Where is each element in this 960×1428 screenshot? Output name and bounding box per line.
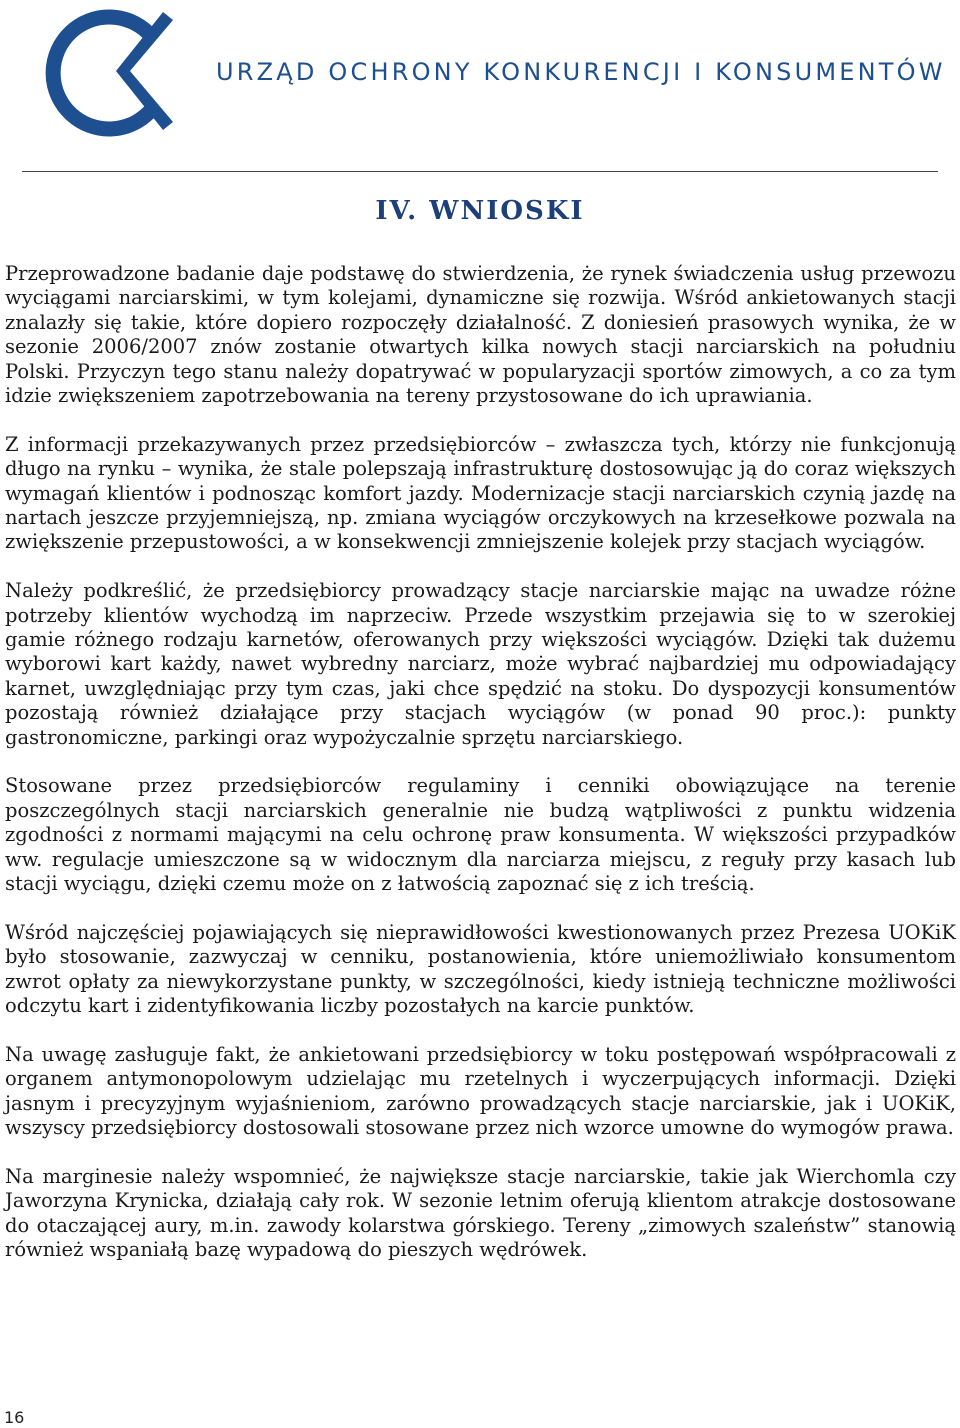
paragraph-2: Z informacji przekazywanych przez przedsiębiorców – zwłaszcza tych, którzy nie funkcjonują długo na rynku – wynika, że stale polepszają infrastrukturę dostosowując ją do coraz większych wymagań klientów i podnosząc komfort jazdy. Modernizacje stacji narciarskich czynią jazdę na nartach jeszcze przyjemniejszą, np. zmiana wyciągów orczykowych na krzesełkowe pozwala na zwiększenie przepustowości, a w konsekwencji zmniejszenie kolejek przy stacjach wyciągów. — [5, 432, 956, 554]
paragraph-5: Wśród najczęściej pojawiających się nieprawidłowości kwestionowanych przez Prezesa UOKiK było stosowanie, zazwyczaj w cenniku, postanowienia, które uniemożliwiało konsumentom zwrot opłaty za niewykorzystane punkty, w szczególności, kiedy istnieją techniczne możliwości odczytu kart i zidentyfikowania liczby pozostałych na karcie punktów. — [5, 920, 956, 1018]
section-title: IV. WNIOSKI — [375, 196, 585, 226]
page-header — [0, 0, 960, 180]
paragraph-1: Przeprowadzone badanie daje podstawę do stwierdzenia, że rynek świadczenia usług przewozu wyciągami narciarskimi, w tym kolejami, dynamiczne się rozwija. Wśród ankietowanych stacji znalazły się takie, które dopiero rozpoczęły działalność. Z doniesień prasowych wynika, że w sezonie 2006/2007 znów zostanie otwartych kilka nowych stacji narciarskich na południu Polski. Przyczyn tego stanu należy dopatrywać w popularyzacji sportów zimowych, a co za tym idzie zwiększeniem zapotrzebowania na tereny przystosowane do ich uprawiania. — [5, 262, 956, 408]
paragraph-4: Stosowane przez przedsiębiorców regulaminy i cenniki obowiązujące na terenie poszczególnych stacji narciarskich generalnie nie budzą wątpliwości z punktu widzenia zgodności z normami mającymi na celu ochronę praw konsumenta. W większości przypadków ww. regulacje umieszczone są w widocznym dla narciarza miejscu, z reguły przy kasach lub stacji wyciągu, dzięki czemu może on z łatwością zapoznać się z ich treścią. — [5, 774, 956, 896]
document-body — [5, 262, 956, 1287]
paragraph-6: Na uwagę zasługuje fakt, że ankietowani przedsiębiorcy w toku postępowań współpracowali z organem antymonopolowym udzielając mu rzetelnych i wyczerpujących informacji. Dzięki jasnym i precyzyjnym wyjaśnieniom, zarówno prowadzących stacje narciarskie, jak i UOKiK, wszyscy przedsiębiorcy dostosowali stosowane przez nich wzorce umowne do wymogów prawa. — [5, 1042, 956, 1140]
uokik-logo-icon — [40, 8, 174, 138]
paragraph-3: Należy podkreślić, że przedsiębiorcy prowadzący stacje narciarskie mając na uwadze różne potrzeby klientów wychodzą im naprzeciw. Przede wszystkim przejawia się to w szerokiej gamie różnego rodzaju karnetów, oferowanych przy większości wyciągów. Dzięki tak dużemu wyborowi kart każdy, nawet wybredny narciarz, może wybrać najbardziej mu odpowiadający karnet, uwzględniając przy tym czas, jaki chce spędzić na stoku. Do dyspozycji konsumentów pozostają również działające przy stacjach wyciągów (w ponad 90 proc.): punkty gastronomiczne, parkingi oraz wypożyczalnie sprzętu narciarskiego. — [5, 579, 956, 749]
organization-name: URZĄD OCHRONY KONKURENCJI I KONSUMENTÓW — [216, 58, 946, 86]
page-number: 16 — [4, 1408, 25, 1427]
paragraph-7: Na marginesie należy wspomnieć, że największe stacje narciarskie, takie jak Wierchomla czy Jaworzyna Krynicka, działają cały rok. W sezonie letnim oferują klientom atrakcje dostosowane do otaczającej aury, m.in. zawody kolarstwa górskiego. Tereny „zimowych szaleństw” stanowią również wspaniałą bazę wypadową do pieszych wędrówek. — [5, 1164, 956, 1262]
header-divider — [22, 171, 938, 172]
